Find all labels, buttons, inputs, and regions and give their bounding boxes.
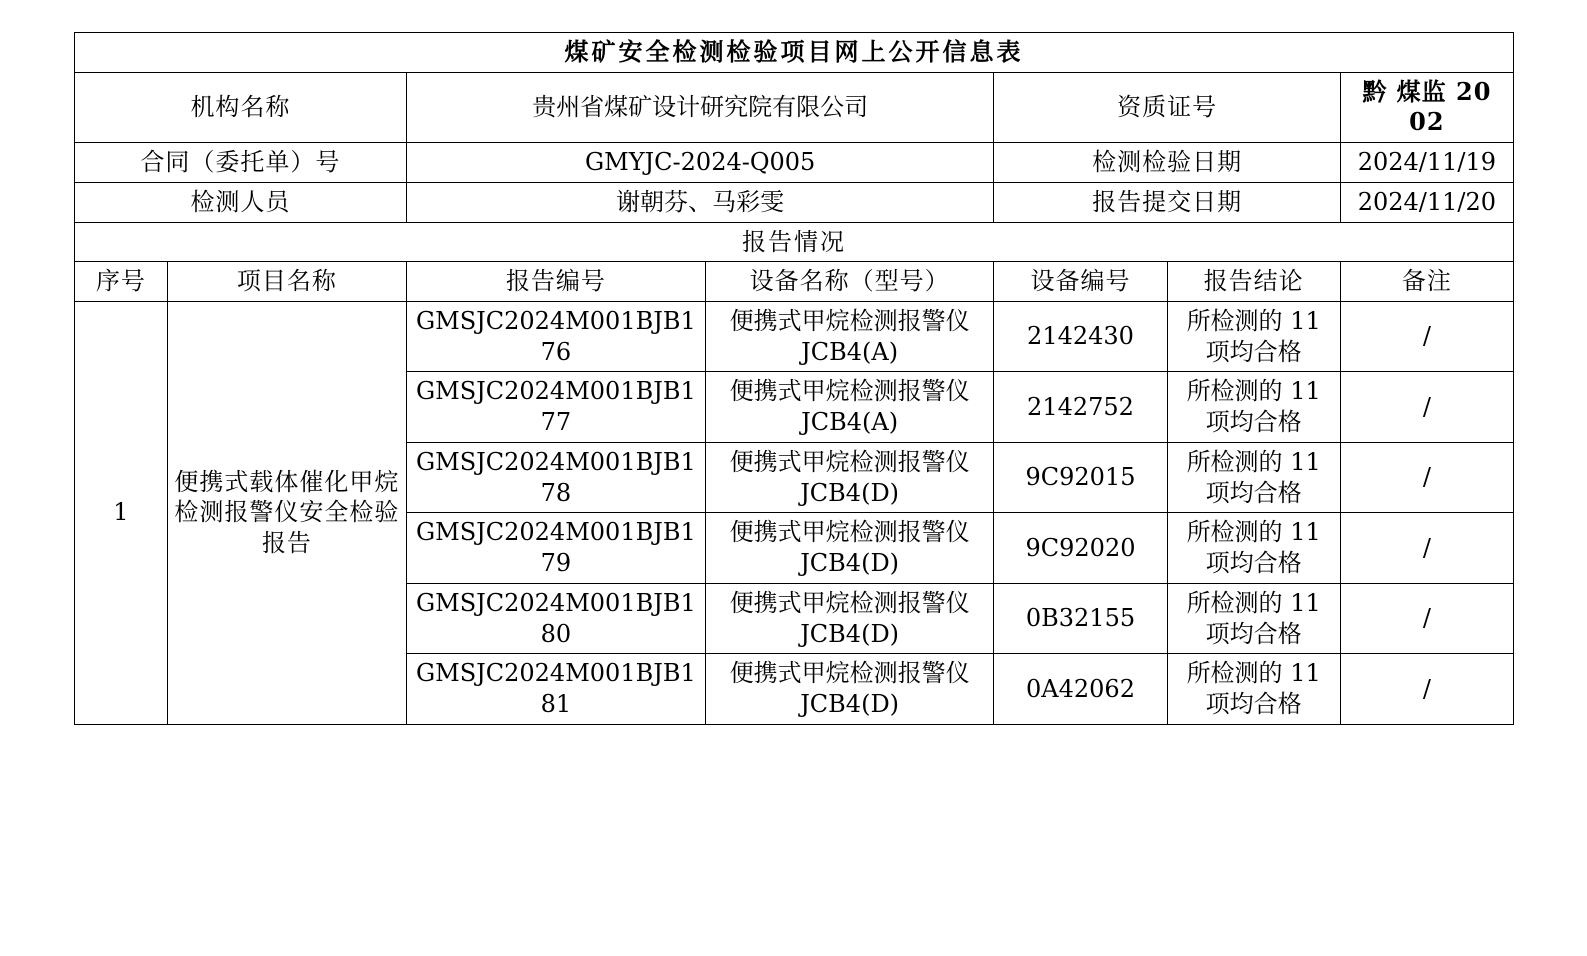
info-row-contract: [75, 143, 1514, 183]
cell-remark: /: [1340, 372, 1513, 442]
cell-report-no: GMSJC2024M001BJB179: [406, 513, 705, 583]
column-header-device-name: 设备名称（型号）: [705, 262, 994, 302]
cell-device-no: 9C92015: [994, 442, 1167, 512]
cell-remark: /: [1340, 654, 1513, 724]
public-information-table: [74, 32, 1514, 725]
column-header-device-no: 设备编号: [994, 262, 1167, 302]
label-certificate-no: 资质证号: [994, 72, 1340, 142]
value-inspection-date: 2024/11/19: [1340, 143, 1513, 183]
cell-device-no: 0B32155: [994, 583, 1167, 653]
section-header-row: [75, 222, 1514, 262]
cell-conclusion: 所检测的 11 项均合格: [1167, 302, 1340, 372]
cell-conclusion: 所检测的 11 项均合格: [1167, 513, 1340, 583]
cell-conclusion: 所检测的 11 项均合格: [1167, 654, 1340, 724]
table-header-row: [75, 262, 1514, 302]
cell-group-item-name: 便携式载体催化甲烷检测报警仪安全检验报告: [167, 302, 406, 725]
cell-conclusion: 所检测的 11 项均合格: [1167, 372, 1340, 442]
section-title-report-status: 报告情况: [75, 222, 1514, 262]
cell-device-name: 便携式甲烷检测报警仪 JCB4(A): [705, 302, 994, 372]
cell-device-name: 便携式甲烷检测报警仪 JCB4(D): [705, 654, 994, 724]
info-row-inspectors: [75, 182, 1514, 222]
cell-device-name: 便携式甲烷检测报警仪 JCB4(D): [705, 583, 994, 653]
label-inspection-date: 检测检验日期: [994, 143, 1340, 183]
cell-device-no: 2142430: [994, 302, 1167, 372]
cell-report-no: GMSJC2024M001BJB178: [406, 442, 705, 512]
page-title: 煤矿安全检测检验项目网上公开信息表: [75, 33, 1514, 73]
column-header-item-name: 项目名称: [167, 262, 406, 302]
cell-remark: /: [1340, 513, 1513, 583]
column-header-conclusion: 报告结论: [1167, 262, 1340, 302]
cell-device-no: 0A42062: [994, 654, 1167, 724]
label-contract-no: 合同（委托单）号: [75, 143, 407, 183]
value-organization-name: 贵州省煤矿设计研究院有限公司: [406, 72, 994, 142]
cell-device-name: 便携式甲烷检测报警仪 JCB4(D): [705, 513, 994, 583]
label-inspectors: 检测人员: [75, 182, 407, 222]
cell-report-no: GMSJC2024M001BJB181: [406, 654, 705, 724]
label-organization-name: 机构名称: [75, 72, 407, 142]
info-row-organization: [75, 72, 1514, 142]
cell-device-no: 9C92020: [994, 513, 1167, 583]
cell-report-no: GMSJC2024M001BJB176: [406, 302, 705, 372]
cell-device-name: 便携式甲烷检测报警仪 JCB4(D): [705, 442, 994, 512]
title-row: [75, 33, 1514, 73]
column-header-remark: 备注: [1340, 262, 1513, 302]
cell-conclusion: 所检测的 11 项均合格: [1167, 442, 1340, 512]
cell-remark: /: [1340, 583, 1513, 653]
cell-group-seq: 1: [75, 302, 168, 725]
value-contract-no: GMYJC-2024-Q005: [406, 143, 994, 183]
value-inspectors: 谢朝芬、马彩雯: [406, 182, 994, 222]
value-certificate-no: 黔 煤监 20 02: [1340, 72, 1513, 142]
label-report-submit-date: 报告提交日期: [994, 182, 1340, 222]
column-header-seq: 序号: [75, 262, 168, 302]
table-row: [75, 302, 1514, 372]
cell-device-no: 2142752: [994, 372, 1167, 442]
value-report-submit-date: 2024/11/20: [1340, 182, 1513, 222]
column-header-report-no: 报告编号: [406, 262, 705, 302]
cell-device-name: 便携式甲烷检测报警仪 JCB4(A): [705, 372, 994, 442]
cell-report-no: GMSJC2024M001BJB177: [406, 372, 705, 442]
cell-conclusion: 所检测的 11 项均合格: [1167, 583, 1340, 653]
cell-remark: /: [1340, 442, 1513, 512]
cell-remark: /: [1340, 302, 1513, 372]
cell-report-no: GMSJC2024M001BJB180: [406, 583, 705, 653]
